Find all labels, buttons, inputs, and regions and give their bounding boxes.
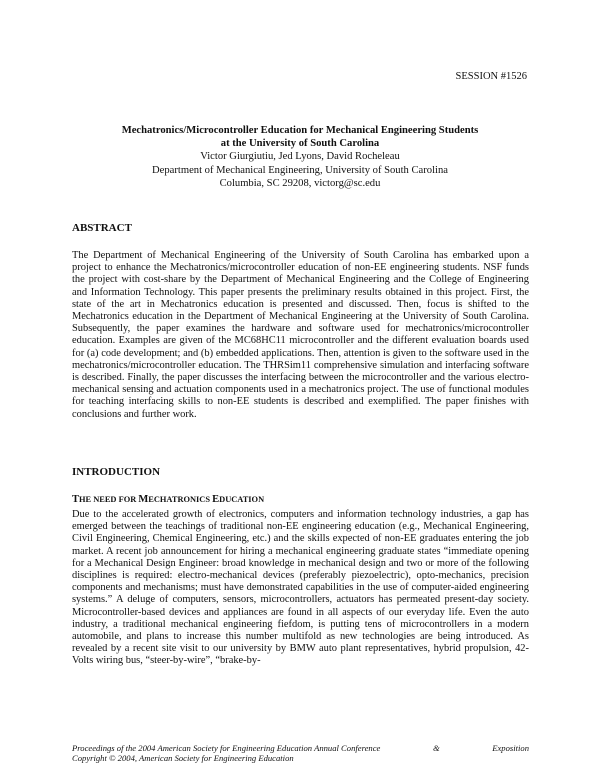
- title-block: [72, 124, 528, 190]
- footer-proceedings-left: Proceedings of the 2004 American Society for Engineering Education Annual Conference: [72, 743, 381, 753]
- introduction-heading: INTRODUCTION: [72, 466, 161, 478]
- subheading-part: HE NEED FOR: [79, 495, 139, 504]
- session-number: SESSION #1526: [455, 71, 527, 82]
- paper-title-line-1: Mechatronics/Microcontroller Education for Mechanical Engineering Students: [121, 125, 479, 136]
- subheading-part: DUCATION: [219, 495, 265, 504]
- footer-proceedings-right: Exposition: [492, 743, 529, 753]
- paper-title-line-2: at the University of South Carolina: [220, 138, 380, 150]
- affiliation: Department of Mechanical Engineering, University of South Carolina: [152, 164, 448, 176]
- subheading-part: T: [72, 494, 80, 505]
- footer-proceedings: [72, 743, 529, 753]
- subsection-heading: [72, 494, 264, 505]
- authors: Victor Giurgiutiu, Jed Lyons, David Rocheleau: [200, 151, 400, 163]
- abstract-text: The Department of Mechanical Engineering of the University of South Carolina has embarked upon a project to enhance the Mechatronics/microcontroller education of non-EE engineering students. NSF funds the project with cost-share by the Department of Mechanical Engineering and the College of Engineering and Information Technology. This paper presents the preliminary results obtained in this project. First, the state of the art in Mechatronics education is presented and discussed. Then, focus is shifted to the Mechatronics education in the Department of Mechanical Engineering at the University of South Carolina. Subsequently, the paper examines the hardware and software used for mechatronics/microcontroller education. Examples are given of the MC68HC11 microcontroller and the different evaluation boards used for (a) code development; and (b) embedded applications. Then, attention is given to the software used in the mechatronics/microcontroller education. The THRSim11 comprehensive simulation and interfacing software is described. Finally, the paper discusses the interfacing between the microcontroller and the various electro-mechanical sensing and actuation components used in a mechatronics project. The use of functional modules for teaching interfacing skills to non-EE students is described and exemplified. The paper finishes with conclusions and further work.: [72, 250, 529, 420]
- footer-ampersand: &: [432, 743, 440, 753]
- footer-copyright: Copyright © 2004, American Society for Engineering Education: [72, 753, 294, 764]
- subheading-part: E: [212, 494, 220, 505]
- subheading-part: M: [138, 494, 149, 505]
- subheading-part: ECHATRONICS: [148, 495, 213, 504]
- introduction-text: Due to the accelerated growth of electronics, computers and information technology industries, a gap has emerged between the teachings of traditional non-EE engineering education (e.g., Mechanical Engineering, Civil Engineering, Chemical Engineering, etc.) and the skills expected of non-EE graduates entering the job market. A recent job announcement for hiring a mechanical engineering graduate states “immediate opening for a Mechanical Design Engineer: broad knowledge in mechanical design and two or more of the following disciplines is required: electro-mechanical devices (preferably piezoelectric), opto-mechanics, precision components and mechanisms; must have demonstrated capabilities in the use of computer-aided engineering systems.” A deluge of computers, sensors, microcontrollers, actuators has permeated present-day society. Microcontroller-based devices and appliances are found in all aspects of our everyday life. Even the auto industry, a traditional mechanical engineering fiefdom, is putting tens of microcontrollers in a modern automobile, and plans to increase this number multifold as new technologies are being introduced. As revealed by a recent site visit to our university by BMW auto plant representatives, hybrid propulsion, 42-Volts wiring bus, “steer-by-wire”, “brake-by-: [72, 509, 529, 667]
- page-footer: [72, 743, 529, 764]
- abstract-heading: ABSTRACT: [72, 222, 132, 234]
- address: Columbia, SC 29208, victorg@sc.edu: [219, 177, 381, 189]
